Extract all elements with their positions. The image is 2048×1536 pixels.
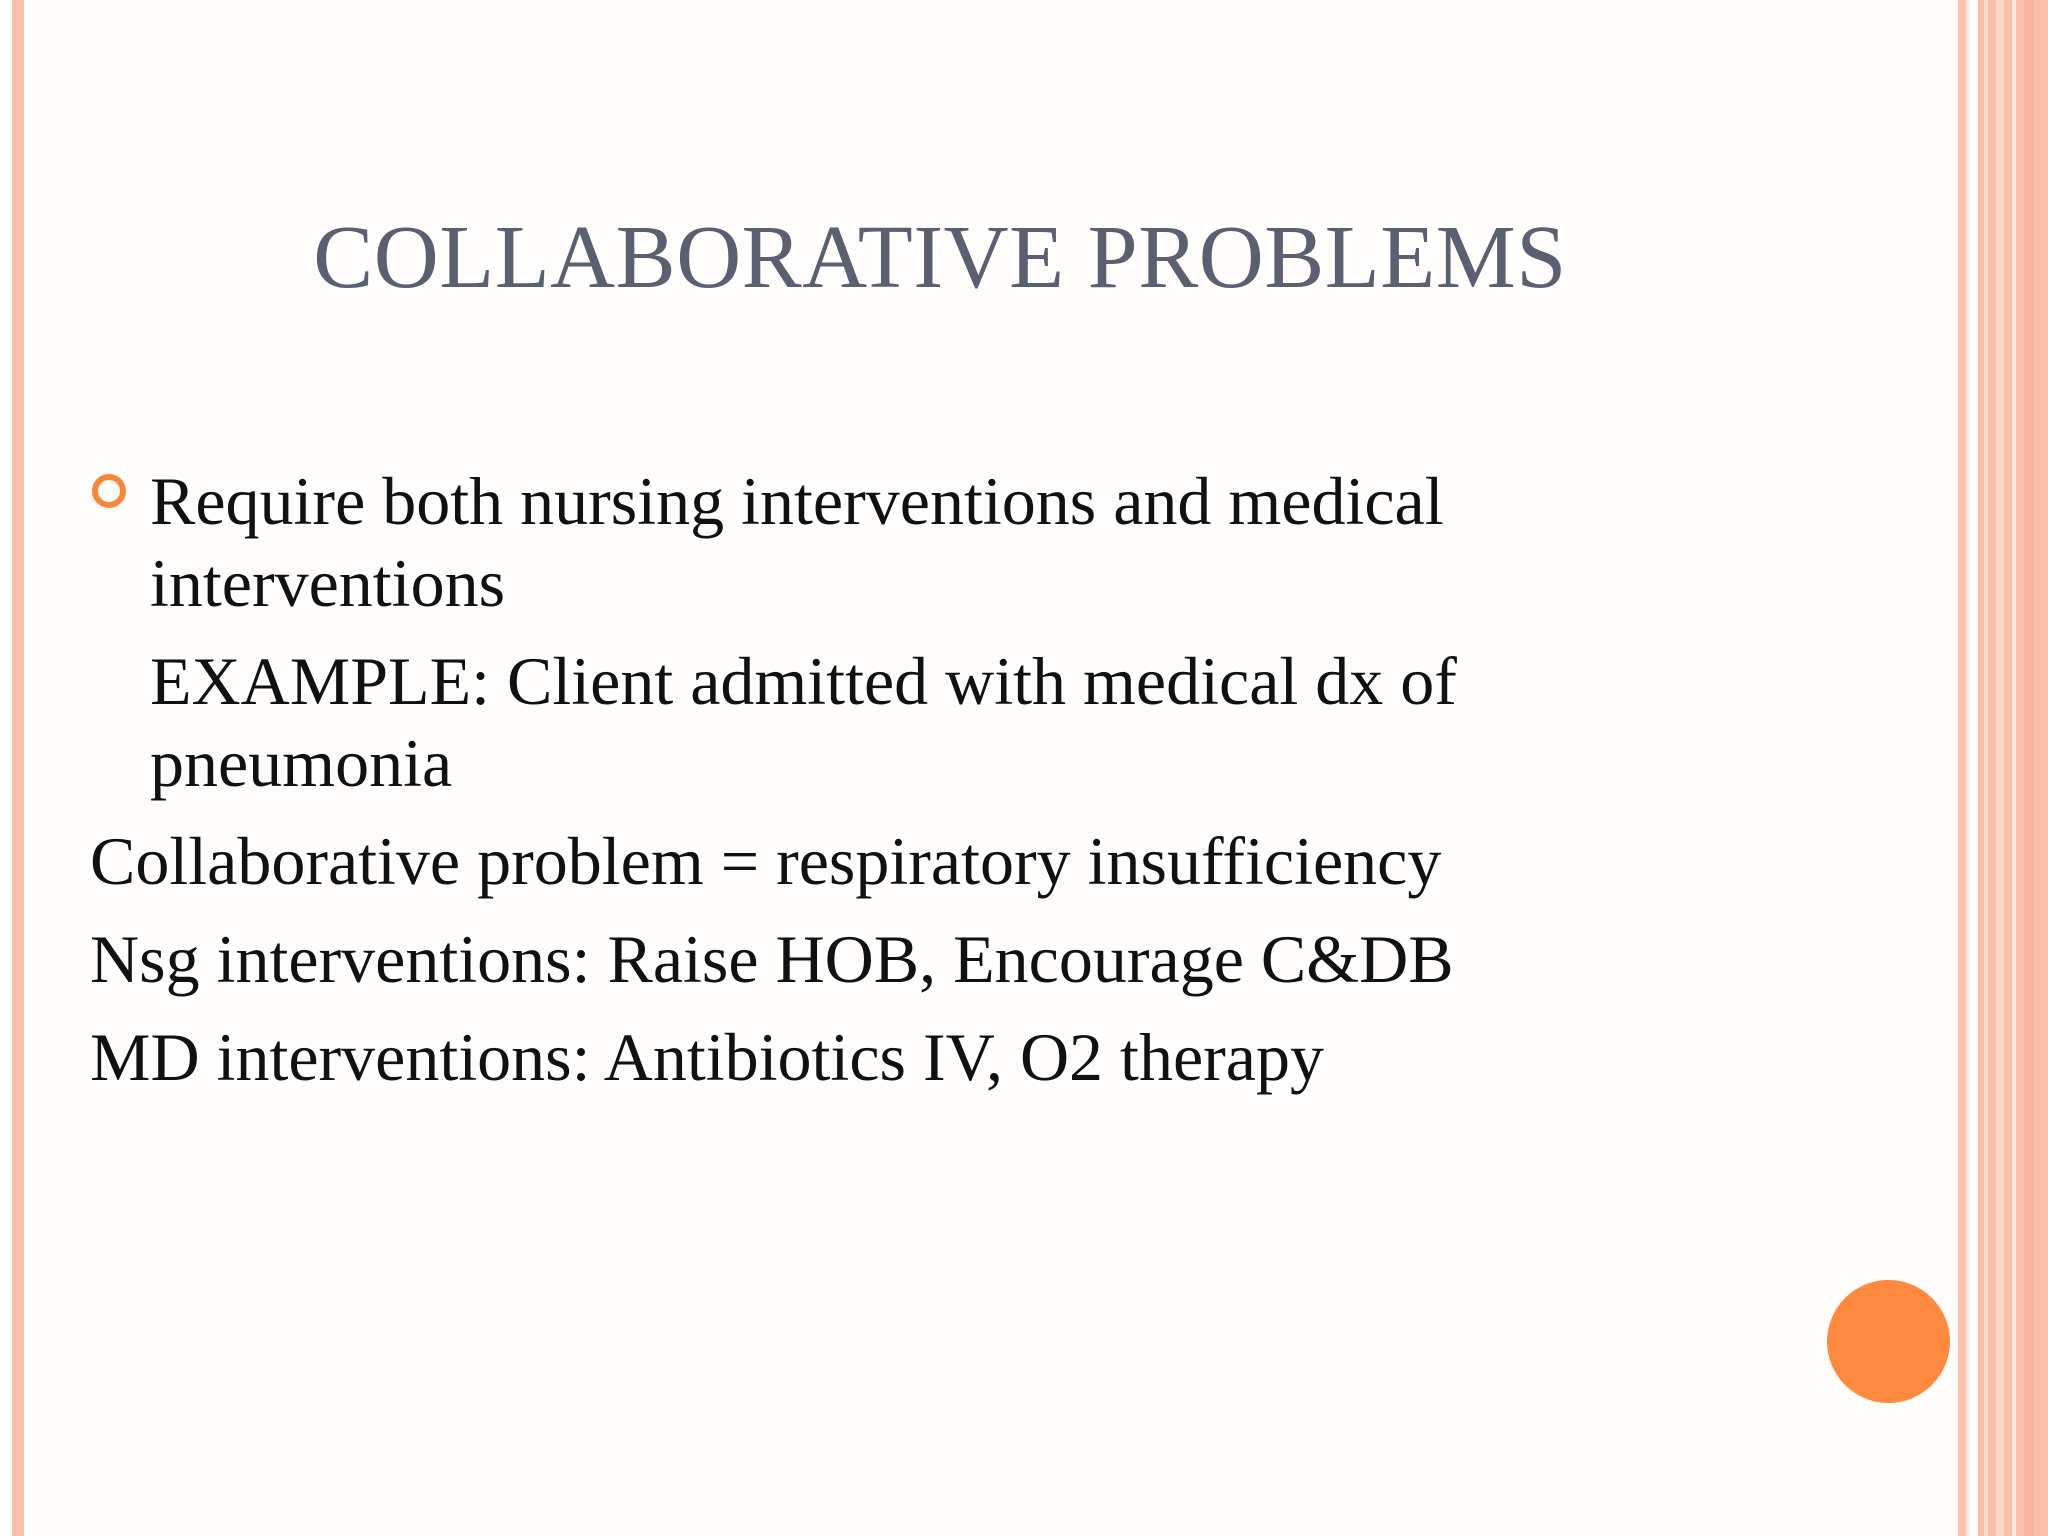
md-interventions-line: MD interventions: Antibiotics IV, O2 therapy	[90, 1019, 1324, 1095]
right-stripe	[1996, 0, 2004, 1536]
right-stripe	[1984, 0, 1988, 1536]
right-stripe	[1966, 0, 1969, 1536]
right-stripe	[2024, 0, 2034, 1536]
nursing-interventions-line: Nsg interventions: Raise HOB, Encourage C&DB	[90, 921, 1454, 997]
collaborative-problem-line: Collaborative problem = respiratory insufficiency	[90, 823, 1442, 899]
decorative-orange-circle	[1827, 1280, 1950, 1403]
slide-title: COLLABORATIVE PROBLEMS	[313, 208, 1567, 307]
right-stripe	[2012, 0, 2016, 1536]
bullet-ring-icon	[92, 474, 126, 508]
bullet-text-line: Require both nursing interventions and medical	[150, 463, 1444, 539]
left-border-stripe	[12, 0, 24, 1536]
example-text-line: EXAMPLE: Client admitted with medical dx of	[150, 643, 1457, 719]
bullet-text-line: interventions	[150, 545, 506, 621]
example-text-line: pneumonia	[150, 725, 453, 801]
right-stripe	[1958, 0, 1966, 1536]
